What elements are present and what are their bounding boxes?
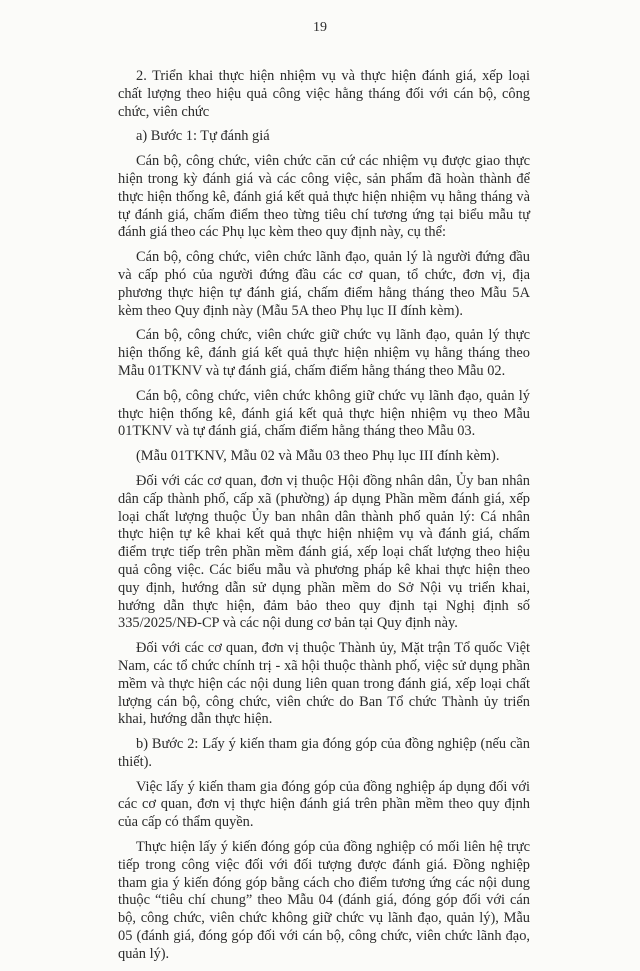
page-number: 19 xyxy=(313,20,327,35)
body-paragraph: Thực hiện lấy ý kiến đóng góp của đồng nghiệp có mối liên hệ trực tiếp trong công việc đối với đối tượng được đánh giá. Đồng nghiệp tham gia ý kiến đóng góp bằng cách cho điểm tương ứng các nội dung thuộc “tiêu chí chung” theo Mẫu 04 (đánh giá, đóng góp đối với cán bộ, công chức, viên chức không giữ chức vụ lãnh đạo, quản lý), Mẫu 05 (đánh giá, đóng góp đối với cán bộ, công chức, viên chức lãnh đạo, quản lý). xyxy=(118,839,530,962)
section-heading: 2. Triển khai thực hiện nhiệm vụ và thực hiện đánh giá, xếp loại chất lượng theo hiệu quả công việc hằng tháng đối với cán bộ, công chức, viên chức xyxy=(118,68,530,120)
body-paragraph: Việc lấy ý kiến tham gia đóng góp của đồng nghiệp áp dụng đối với các cơ quan, đơn vị thực hiện đánh giá trên phần mềm theo quy định của cấp có thẩm quyền. xyxy=(118,778,530,831)
body-paragraph: Cán bộ, công chức, viên chức giữ chức vụ lãnh đạo, quản lý thực hiện thống kê, đánh giá kết quả thực hiện nhiệm vụ hằng tháng theo Mẫu 01TKNV và tự đánh giá, chấm điểm hằng tháng theo Mẫu 02. xyxy=(118,327,530,379)
body-paragraph: Đối với các cơ quan, đơn vị thuộc Hội đồng nhân dân, Ủy ban nhân dân cấp thành phố, cấp xã (phường) áp dụng Phần mềm đánh giá, xếp loại chất lượng thuộc Ủy ban nhân dân thành phố quản lý: Cá nhân thực hiện tự kê khai kết quả thực hiện nhiệm vụ và đánh giá, chấm điểm trực tiếp trên phần mềm đánh giá, xếp loại chất lượng theo hiệu quả công việc. Các biểu mẫu và phương pháp kê khai thực hiện theo quy định, hướng dẫn sử dụng phần mềm do Sở Nội vụ triển khai, hướng dẫn thực hiện, đảm bảo theo quy định tại Nghị định số 335/2025/NĐ-CP và các nội dung cơ bản tại Quy định này. xyxy=(118,472,530,632)
step-heading: b) Bước 2: Lấy ý kiến tham gia đóng góp của đồng nghiệp (nếu cần thiết). xyxy=(118,736,530,770)
body-paragraph: (Mẫu 01TKNV, Mẫu 02 và Mẫu 03 theo Phụ lục III đính kèm). xyxy=(136,448,500,465)
step-heading: a) Bước 1: Tự đánh giá xyxy=(136,128,270,145)
body-paragraph: Cán bộ, công chức, viên chức lãnh đạo, quản lý là người đứng đầu và cấp phó của người đứng đầu các cơ quan, tổ chức, đơn vị, địa phương thực hiện tự đánh giá, chấm điểm hằng tháng theo Mẫu 5A kèm theo Quy định này (Mẫu 5A theo Phụ lục II đính kèm). xyxy=(118,249,530,319)
document-body xyxy=(118,68,530,971)
body-paragraph: Cán bộ, công chức, viên chức không giữ chức vụ lãnh đạo, quản lý thực hiện thống kê, đánh giá kết quả thực hiện nhiệm vụ theo Mẫu 01TKNV và tự đánh giá, chấm điểm hằng tháng theo Mẫu 03. xyxy=(118,387,530,440)
body-paragraph: Cán bộ, công chức, viên chức căn cứ các nhiệm vụ được giao thực hiện trong kỳ đánh giá và các công việc, sản phẩm đã hoàn thành để thực hiện thống kê, đánh giá kết quả thực hiện nhiệm vụ hằng tháng và tự đánh giá, chấm điểm theo từng tiêu chí tương ứng tại biểu mẫu tự đánh giá theo các Phụ lục kèm theo quy định này, cụ thể: xyxy=(118,153,530,241)
body-paragraph: Đối với các cơ quan, đơn vị thuộc Thành ủy, Mặt trận Tổ quốc Việt Nam, các tổ chức chính trị - xã hội thuộc thành phố, việc sử dụng phần mềm và thực hiện các nội dung liên quan trong đánh giá, xếp loại chất lượng cán bộ, công chức, viên chức do Ban Tổ chức Thành ủy triển khai, hướng dẫn thực hiện. xyxy=(118,640,530,728)
